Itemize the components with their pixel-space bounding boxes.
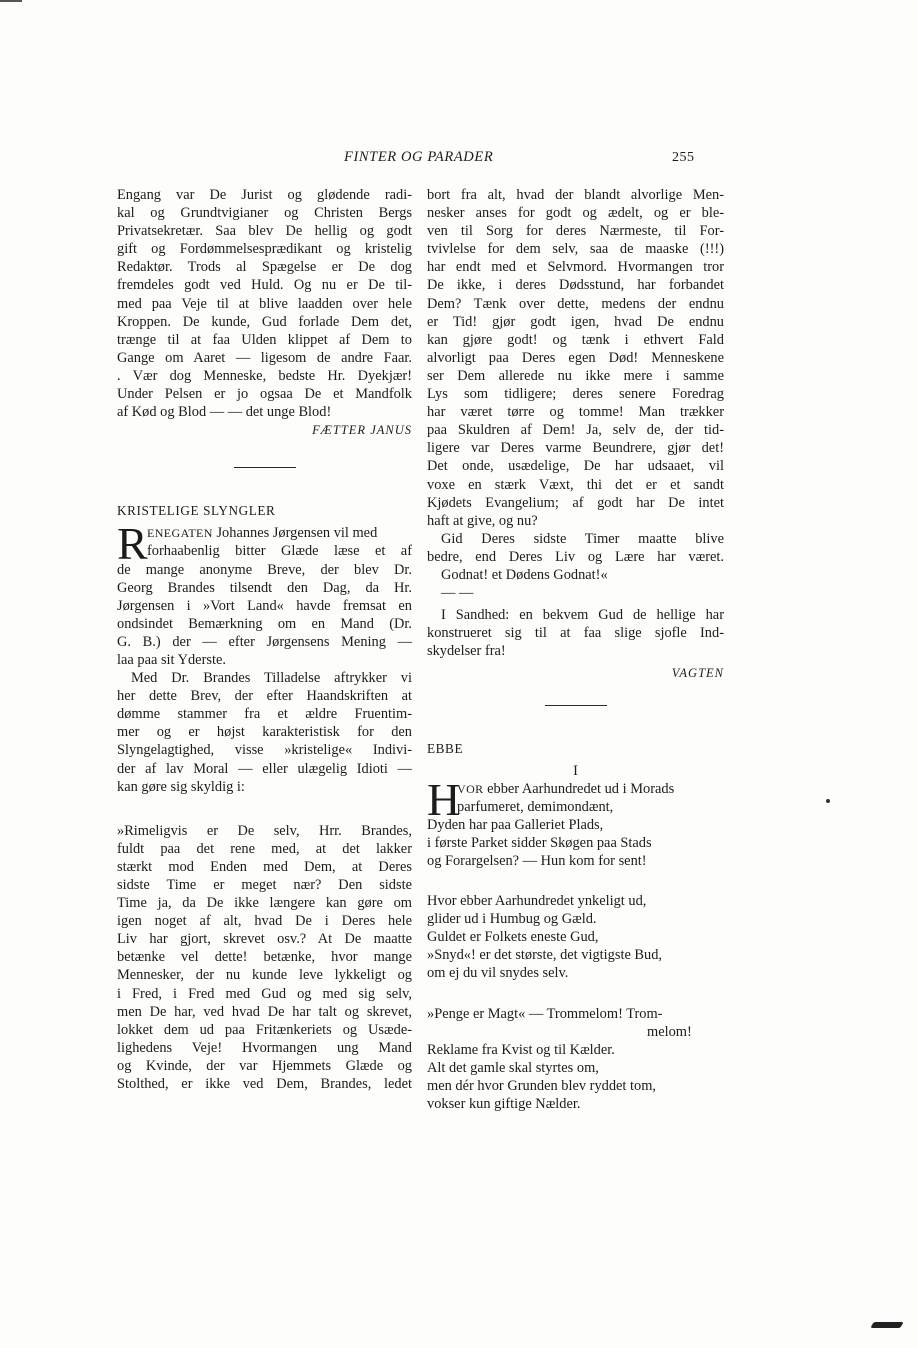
text-line: kal og Grundtvigianer og Christen Bergs <box>117 205 412 222</box>
drop-cap-word: VOR <box>457 781 484 796</box>
poem-stanza <box>427 1005 724 1114</box>
dash-separator: — — <box>441 585 474 602</box>
text-line: bedre, end Deres Liv og Lære har været. <box>427 548 724 565</box>
text-line: fremdeles godt ved Huld. Og nu er De til- <box>117 277 412 294</box>
text-line: Kjødets Evangelium; af godt har De intet <box>427 494 724 511</box>
text-line: . Vær dog Menneske, bedste Hr. Dyekjær! <box>117 367 412 384</box>
drop-cap: R <box>117 518 148 570</box>
poem-heading: EBBE <box>427 740 464 756</box>
running-head <box>0 149 918 171</box>
text-line: I Sandhed: en bekvem Gud de hellige har <box>441 607 724 624</box>
text-line: ondsindet Bemærkning om en Mand (Dr. <box>117 615 412 632</box>
text-line: sidste Time er meget nær? Den sidste <box>117 877 412 893</box>
text-line: ven til Sorg for deres Nærmeste, til For- <box>427 223 724 240</box>
running-title: FINTER OG PARADER <box>344 149 494 165</box>
text-line: Med Dr. Brandes Tilladelse aftrykker vi <box>131 670 412 687</box>
text-line: Engang var De Jurist og glødende radi- <box>117 187 412 203</box>
text-line: af Kød og Blod — — det unge Blod! <box>117 404 332 421</box>
letter-quote-continued <box>427 186 724 530</box>
text-line: kan gøre sig skyldig i: <box>117 778 245 795</box>
drop-cap-word: ENEGATEN <box>147 526 213 541</box>
text-line: Stolthed, er ikke ved Dem, Brandes, ledet <box>117 1076 412 1093</box>
text-line: skydelser fra! <box>427 643 506 660</box>
text-line: Lys som tidligere; deres senere Foredrag <box>427 386 724 403</box>
text-line: Gid Deres sidste Timer maatte blive <box>441 530 724 547</box>
text-line: Kroppen. De kunde, Gud forlade Dem det, <box>117 313 412 330</box>
text-line: konstrueret sig til at faa slige sjofle Ind- <box>427 625 724 642</box>
text-line: Dem? Tænk over dette, medens der endnu <box>427 295 724 312</box>
text-line: Godnat! et Dødens Godnat!« <box>441 566 608 583</box>
text-line: G. B.) der — efter Jørgensens Mening — <box>117 633 412 650</box>
editor-comment <box>427 606 724 682</box>
scan-corner-mark <box>870 1322 903 1328</box>
text-line: lighedens Veje! Hvormangen ung Mand <box>117 1039 412 1056</box>
text-line: voxe en stærk Væxt, thi det er et sandt <box>427 476 724 493</box>
text-line: de mange anonyme Breve, der blev Dr. <box>117 561 412 578</box>
text-line: er Tid! gjør godt igen, hvad De endnu <box>427 313 724 330</box>
text-line: ser Dem allerede nu ikke mere i samme <box>427 367 724 384</box>
text-line: dømme stammer fra et ældre Fruentim- <box>117 706 412 723</box>
section-heading: KRISTELIGE SLYNGLER <box>117 503 276 519</box>
poem-line: i første Parket sidder Skøgen paa Stads <box>427 834 652 851</box>
text-line: De ikke, i deres Dødsstund, har forbandet <box>427 277 724 294</box>
poem-line: Hvor ebber Aarhundredet ynkeligt ud, <box>427 893 647 910</box>
text-line: Slyngelagtighed, visse »kristelige« Indivi- <box>117 742 412 759</box>
poem-line: melom! <box>647 1023 692 1040</box>
text-line: ligere var Deres varme Beundrere, gjør det! <box>427 440 724 457</box>
paragraph <box>117 669 412 796</box>
signature: FÆTTER JANUS <box>312 423 412 438</box>
text-line: Jørgensen i »Vort Land« havde fremsat en <box>117 597 412 614</box>
text-line <box>117 524 412 542</box>
right-column <box>427 186 724 1113</box>
poem-line: Reklame fra Kvist og til Kælder. <box>427 1041 615 1058</box>
text-line: Gange om Aaret — ligesom de andre Faar. <box>117 349 412 366</box>
text-line: men De har, ved hvad De har talt og skrevet, <box>117 1003 412 1020</box>
text-line: trænge til at faa Ulden klippet af Dem to <box>117 331 412 348</box>
text-line: Det onde, usædelige, De har udsaaet, vil <box>427 458 724 475</box>
poem-line: Dyden har paa Galleriet Plads, <box>427 816 604 833</box>
text-line: Liv har gjort, skrevet osv.? At De maatte <box>117 931 412 948</box>
poem-line: parfumeret, demimondænt, <box>457 798 614 815</box>
poem-line: Guldet er Folkets eneste Gud, <box>427 929 599 946</box>
text-fragment: Johannes Jørgensen vil med <box>212 525 378 542</box>
text-line: betænke vel dette! betænke, hvor mange <box>117 949 412 966</box>
text-line: Under Pelsen er jo ogsaa De et Mandfolk <box>117 386 412 403</box>
text-line: kan gjøre godt! og tænk i ethvert Fald <box>427 331 724 348</box>
text-line: og Kvinde, der var Hjemmets Glæde og <box>117 1057 412 1074</box>
text-line: med paa Veje til at blive laadden over hele <box>117 295 412 312</box>
signature: VAGTEN <box>671 666 724 681</box>
poem-line: vokser kun giftige Nælder. <box>427 1096 581 1113</box>
text-line: nesker anses for godt og ædelt, og er ble- <box>427 205 724 222</box>
text-line: igen noget af alt, hvad De i Deres hele <box>117 913 412 930</box>
text-line: mer og er højst karakteristisk for den <box>117 724 412 741</box>
scan-speck <box>826 799 830 803</box>
poem-stanza <box>427 892 724 982</box>
poem-line: glider ud i Humbug og Gæld. <box>427 911 597 928</box>
scan-edge-mark <box>0 0 22 2</box>
text-line: tvivlelse for dem selv, saa de maaske (!!!) <box>427 241 724 258</box>
text-fragment: ebber Aarhundredet ud i Morads <box>483 780 675 797</box>
poem-line: men dér hvor Grunden blev ryddet tom, <box>427 1077 656 1094</box>
text-line: laa paa sit Yderste. <box>117 651 226 668</box>
text-line: paa Skuldren af Dem! Ja, selv de, der tid- <box>427 422 724 439</box>
drop-cap: H <box>427 773 461 825</box>
text-line: stærkt mod Enden med Dem, at Deres <box>117 858 412 875</box>
text-line: gift og Fordømmelsesprædikant og kristelig <box>117 241 412 258</box>
poem-line: og Forargelsen? — Hun kom for sent! <box>427 853 647 869</box>
text-line: har været tørre og tomme! Man trækker <box>427 404 724 421</box>
text-line: bort fra alt, hvad der blandt alvorlige Men- <box>427 187 724 203</box>
text-line: her dette Brev, der efter Haandskriften at <box>117 688 412 705</box>
text-line: fuldt paa det rene med, at det lakker <box>117 840 412 857</box>
text-line: lokket dem ud paa Fritænkeriets og Usæde- <box>117 1021 412 1038</box>
text-line: har endt med et Selvmord. Hvormangen tror <box>427 259 724 276</box>
text-line: haft at give, og nu? <box>427 512 538 529</box>
intro-paragraph <box>117 186 412 439</box>
poem-stanza <box>427 773 724 870</box>
page-number: 255 <box>672 150 695 165</box>
text-line: »Rimeligvis er De selv, Hrr. Brandes, <box>117 822 412 839</box>
poem-line <box>427 780 724 798</box>
poem-line: »Penge er Magt« — Trommelom! Trom- <box>427 1005 663 1022</box>
text-line: i Fred, i Fred med Gud og med sig selv, <box>117 985 412 1002</box>
left-column <box>117 186 412 1093</box>
text-line: Georg Brandes tilsendt den Dag, da Hr. <box>117 579 412 596</box>
drop-cap-paragraph <box>117 518 412 669</box>
text-line: Time ja, da De ikke længere kan gøre om <box>117 895 412 912</box>
poem-line: »Snyd«! er det største, det vigtigste Bud, <box>427 947 663 964</box>
letter-quote <box>117 822 412 1093</box>
text-line: Mennesker, der nu kunde leve lykkeligt og <box>117 967 412 984</box>
text-line: Redaktør. Trods al Spægelse er De dog <box>117 259 412 276</box>
poem-part-number: I <box>573 762 578 779</box>
poem-line: Alt det gamle skal styrtes om, <box>427 1059 599 1076</box>
text-line: alvorligt paa Deres egen Død! Menneskene <box>427 349 724 366</box>
letter-ending <box>427 530 724 602</box>
text-line: Privatsekretær. Saa blev De hellig og godt <box>117 223 412 240</box>
text-line: forhaabenlig bitter Glæde læse et af <box>147 543 412 560</box>
text-line: der af lav Moral — eller ulægelig Idioti — <box>117 760 412 777</box>
poem-line: om ej du vil snydes selv. <box>427 965 569 982</box>
